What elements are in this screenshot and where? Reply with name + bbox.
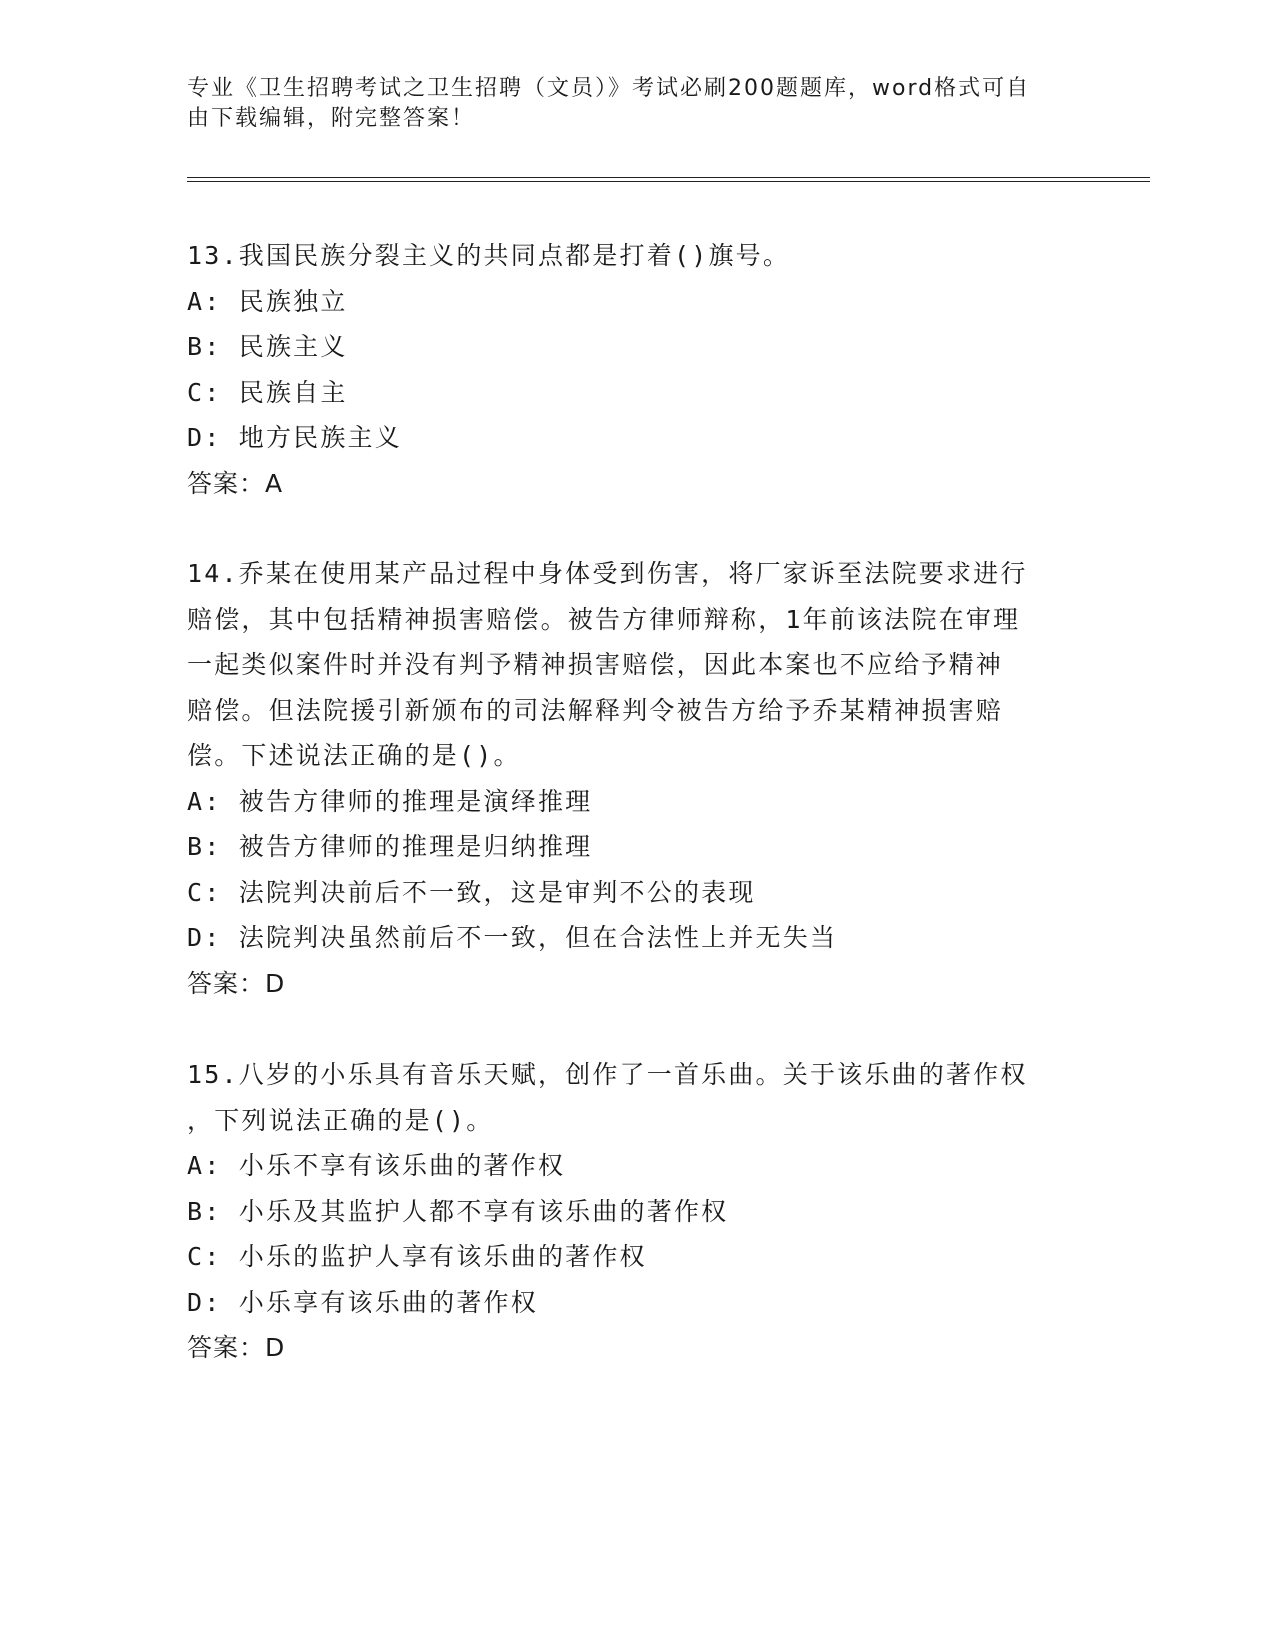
option-c: C: 法院判决前后不一致，这是审判不公的表现 [187, 877, 756, 907]
option-a: A: 小乐不享有该乐曲的著作权 [187, 1151, 566, 1180]
question-15 [187, 1052, 1087, 1371]
question-13 [187, 233, 1087, 506]
option-a: A: 被告方律师的推理是演绎推理 [187, 786, 593, 816]
option-b: B: 小乐及其监护人都不享有该乐曲的著作权 [187, 1196, 729, 1226]
option-c: C: 民族自主 [187, 377, 348, 407]
question-stem-line: 15.八岁的小乐具有音乐天赋，创作了一首乐曲。关于该乐曲的著作权 [187, 1060, 1028, 1089]
option-b: B: 被告方律师的推理是归纳推理 [187, 832, 593, 861]
header-title-line-1: 专业《卫生招聘考试之卫生招聘（文员）》考试必刷200题题库，word格式可自 [187, 76, 1031, 101]
document-header [187, 74, 1067, 134]
option-a: A: 民族独立 [187, 286, 348, 316]
question-stem-line: 偿。下述说法正确的是()。 [187, 741, 521, 770]
question-stem-line: 13.我国民族分裂主义的共同点都是打着()旗号。 [187, 241, 791, 270]
answer-label: 答案：A [187, 468, 284, 498]
question-14 [187, 551, 1087, 1006]
question-stem-line: 一起类似案件时并没有判予精神损害赔偿，因此本案也不应给予精神 [187, 650, 1004, 679]
question-stem-line: 赔偿，其中包括精神损害赔偿。被告方律师辩称，1年前该法院在审理 [187, 604, 1021, 634]
option-d: D: 小乐享有该乐曲的著作权 [187, 1287, 538, 1317]
option-b: B: 民族主义 [187, 332, 348, 361]
answer-label: 答案：D [187, 968, 286, 998]
header-divider-bottom [187, 181, 1150, 182]
question-stem-line: 14.乔某在使用某产品过程中身体受到伤害，将厂家诉至法院要求进行 [187, 559, 1028, 588]
question-stem-line: 赔偿。但法院援引新颁布的司法解释判令被告方给予乔某精神损害赔 [187, 695, 1004, 725]
question-stem-line: ，下列说法正确的是()。 [187, 1105, 494, 1135]
header-title-line-2: 由下载编辑，附完整答案！ [187, 106, 476, 131]
header-divider-top [187, 177, 1150, 178]
option-d: D: 法院判决虽然前后不一致，但在合法性上并无失当 [187, 923, 838, 952]
option-d: D: 地方民族主义 [187, 423, 402, 452]
answer-label: 答案：D [187, 1333, 286, 1362]
option-c: C: 小乐的监护人享有该乐曲的著作权 [187, 1242, 647, 1271]
